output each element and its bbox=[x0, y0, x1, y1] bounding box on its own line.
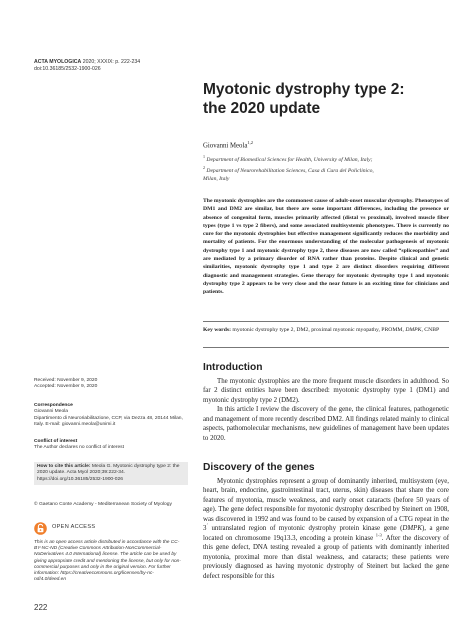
conflict-label: Conflict of interest bbox=[34, 439, 78, 444]
discovery-text-2: untranslated region of myotonic dystrophy protein kinase gene ( bbox=[207, 525, 403, 533]
discovery-citation: 1-3 bbox=[375, 532, 382, 538]
keywords-text: myotonic dystrophy type 2, DM2, proximal myotonic myopathy, PROMM, bbox=[230, 327, 406, 333]
affiliation-1-text: Department of Biomedical Sciences for Health, University of Milan, Italy; bbox=[205, 156, 373, 163]
affiliations bbox=[203, 153, 453, 183]
journal-doi[interactable]: doi:10.36185/2532-1900-026 bbox=[34, 65, 101, 72]
discovery-text-4: . After the discovery of this gene defect, DNA testing revealed a group of patients with dominantly inherited myotonia, proximal more than distal weakness, and cataracts; these patients were previously diagnosed as having myotonic dystrophy of Steinert but lacked the gene defect responsible for this bbox=[203, 534, 450, 580]
discovery-text-1: Myotonic dystrophies represent a group of dominantly inherited, multisystem (eye, heart, brain, endocrine, gastrointestinal tract, uterus, skin) diseases that share the core features of myotonia, muscle weakness, and early onset cataracts (before 50 years of age). The gene defect responsible for myotonic dystrophy described by Steinert on 1908, was discovered in 1992 and was found to be caused by expansion of a CTG repeat in the 3 bbox=[203, 478, 449, 533]
conflict-text: The Author declares no conflict of interest bbox=[34, 445, 124, 451]
section-heading-introduction: Introduction bbox=[203, 362, 263, 373]
correspondence bbox=[34, 403, 186, 429]
section-heading-discovery: Discovery of the genes bbox=[203, 462, 315, 473]
discovery-text-3: ), a gene located on chromosome 19q13.3, encoding a protein kinase bbox=[203, 525, 450, 542]
copyright: © Gaetano Conte Academy - Mediterranean Society of Myology bbox=[34, 502, 172, 507]
correspondence-name: Giovanni Meola bbox=[34, 409, 68, 415]
intro-paragraph-2: In this article I review the discovery of the gene, the clinical features, pathogenetic and management of more recently described DM2. All findings related mainly to clinical aspects, pathomolecular mechanisms, new guidelines of management have been updates to 2020. bbox=[203, 406, 449, 442]
affiliation-2-text: Department of Neurorehabilitation Sciences, Casa di Cura del Policlinico, bbox=[205, 167, 374, 174]
cite-text[interactable]: Meola G. Myotonic dystrophy type 2: the 2020 update. Acta Myol 2020;39:222-34. https://doi.org/10.36185/2532-1900-026 bbox=[37, 464, 180, 482]
open-access-lock-icon bbox=[34, 522, 47, 535]
affiliation-1 bbox=[203, 153, 453, 164]
author-affiliation-marks: 1,2 bbox=[247, 140, 253, 145]
keywords-gene: DMPK bbox=[405, 327, 422, 333]
author-line bbox=[203, 140, 253, 149]
keywords-label: Key words: bbox=[203, 327, 231, 333]
correspondence-label: Correspondence bbox=[34, 403, 73, 408]
intro-paragraph-1: The myotonic dystrophies are the more frequent muscle disorders in adulthood. So far 2 distinct entities have been described: myotonic dystrophy type 1 (DM1) and myotonic dystrophy type 2 (DM2). bbox=[203, 378, 449, 404]
affiliation-2 bbox=[203, 164, 453, 175]
cite-label: How to cite this article: bbox=[37, 464, 91, 469]
article-title bbox=[203, 80, 453, 118]
correspondence-address[interactable]: Dipartimento di Neuroriabilitazione, CCP, via Dezza 48, 20144 Milan, Italy. E-mail: giovanni.meola@unimi.it bbox=[34, 415, 183, 428]
discovery-prime: ’ bbox=[206, 522, 208, 528]
affiliation-2-number: 2 bbox=[203, 164, 205, 170]
discovery-gene: DMPK bbox=[402, 525, 422, 533]
journal-citation: 2020; XXXIX: p. 222-234 bbox=[81, 59, 141, 65]
journal-name: ACTA MYOLOGICA bbox=[34, 59, 82, 65]
discovery-body bbox=[203, 477, 449, 581]
introduction-body bbox=[203, 377, 449, 443]
keywords-text-end: , CNBP bbox=[421, 327, 440, 333]
received-date: Received: November 9, 2020 bbox=[34, 378, 98, 383]
keywords bbox=[203, 326, 449, 334]
author-name: Giovanni Meola bbox=[203, 142, 248, 150]
abstract: The myotonic dystrophies are the commonest cause of adult-onset muscular dystrophy. Phenotypes of DM1 and DM2 are similar, but there are some important differences, including the presence or absence of congenital form, muscles primarily affected (distal vs proximal), involved muscle fiber types (type 1 vs type 2 fibers), and some associated multisystemic phenotypes. There is currently no cure for the myotonic dystrophies but effective management significantly reduces the morbidity and mortality of patients. For the enormous understanding of the molecular pathogenesis of myotonic dystrophy type 1 and myotonic dystrophy type 2, these diseases are now called “spliceopathies” and are mediated by a primary disorder of RNA rather than proteins. Despite clinical and genetic similarities, myotonic dystrophy type 1 and type 2 are distinct disorders requiring different diagnostic and management strategies. Gene therapy for myotonic dystrophy type 1 and myotonic dystrophy type 2 appears to be very close and the near future is an exciting time for clinicians and patients. bbox=[203, 198, 449, 296]
discovery-paragraph bbox=[203, 477, 449, 581]
journal-header bbox=[34, 59, 234, 73]
received-dates bbox=[34, 378, 186, 391]
affiliation-1-number: 1 bbox=[203, 154, 205, 159]
conflict-of-interest bbox=[34, 439, 186, 452]
accepted-date: Accepted: November 9, 2020 bbox=[34, 384, 98, 390]
cite-box bbox=[34, 462, 188, 485]
license-text[interactable]: This is an open access article distributed in accordance with the CC-BY-NC-ND (Creative Commons Attribution-NonCommercial-NoDerivatives 4.0 International) license. The article can be used by giving appropriate credit and mentioning the license, but only for non-commercial purposes and only in the original version. For further information: https://creativecommons.org/licenses/by-nc-nd/4.0/deed.en bbox=[34, 540, 181, 583]
open-access-label: OPEN ACCESS bbox=[52, 524, 96, 530]
title-line-1: Myotonic dystrophy type 2: bbox=[203, 81, 405, 98]
divider-above-keywords bbox=[203, 321, 449, 322]
affiliation-2-city: Milan, Italy bbox=[203, 175, 230, 182]
page-number: 222 bbox=[34, 603, 48, 612]
divider-below-keywords bbox=[203, 347, 449, 348]
title-line-2: the 2020 update bbox=[203, 100, 321, 117]
